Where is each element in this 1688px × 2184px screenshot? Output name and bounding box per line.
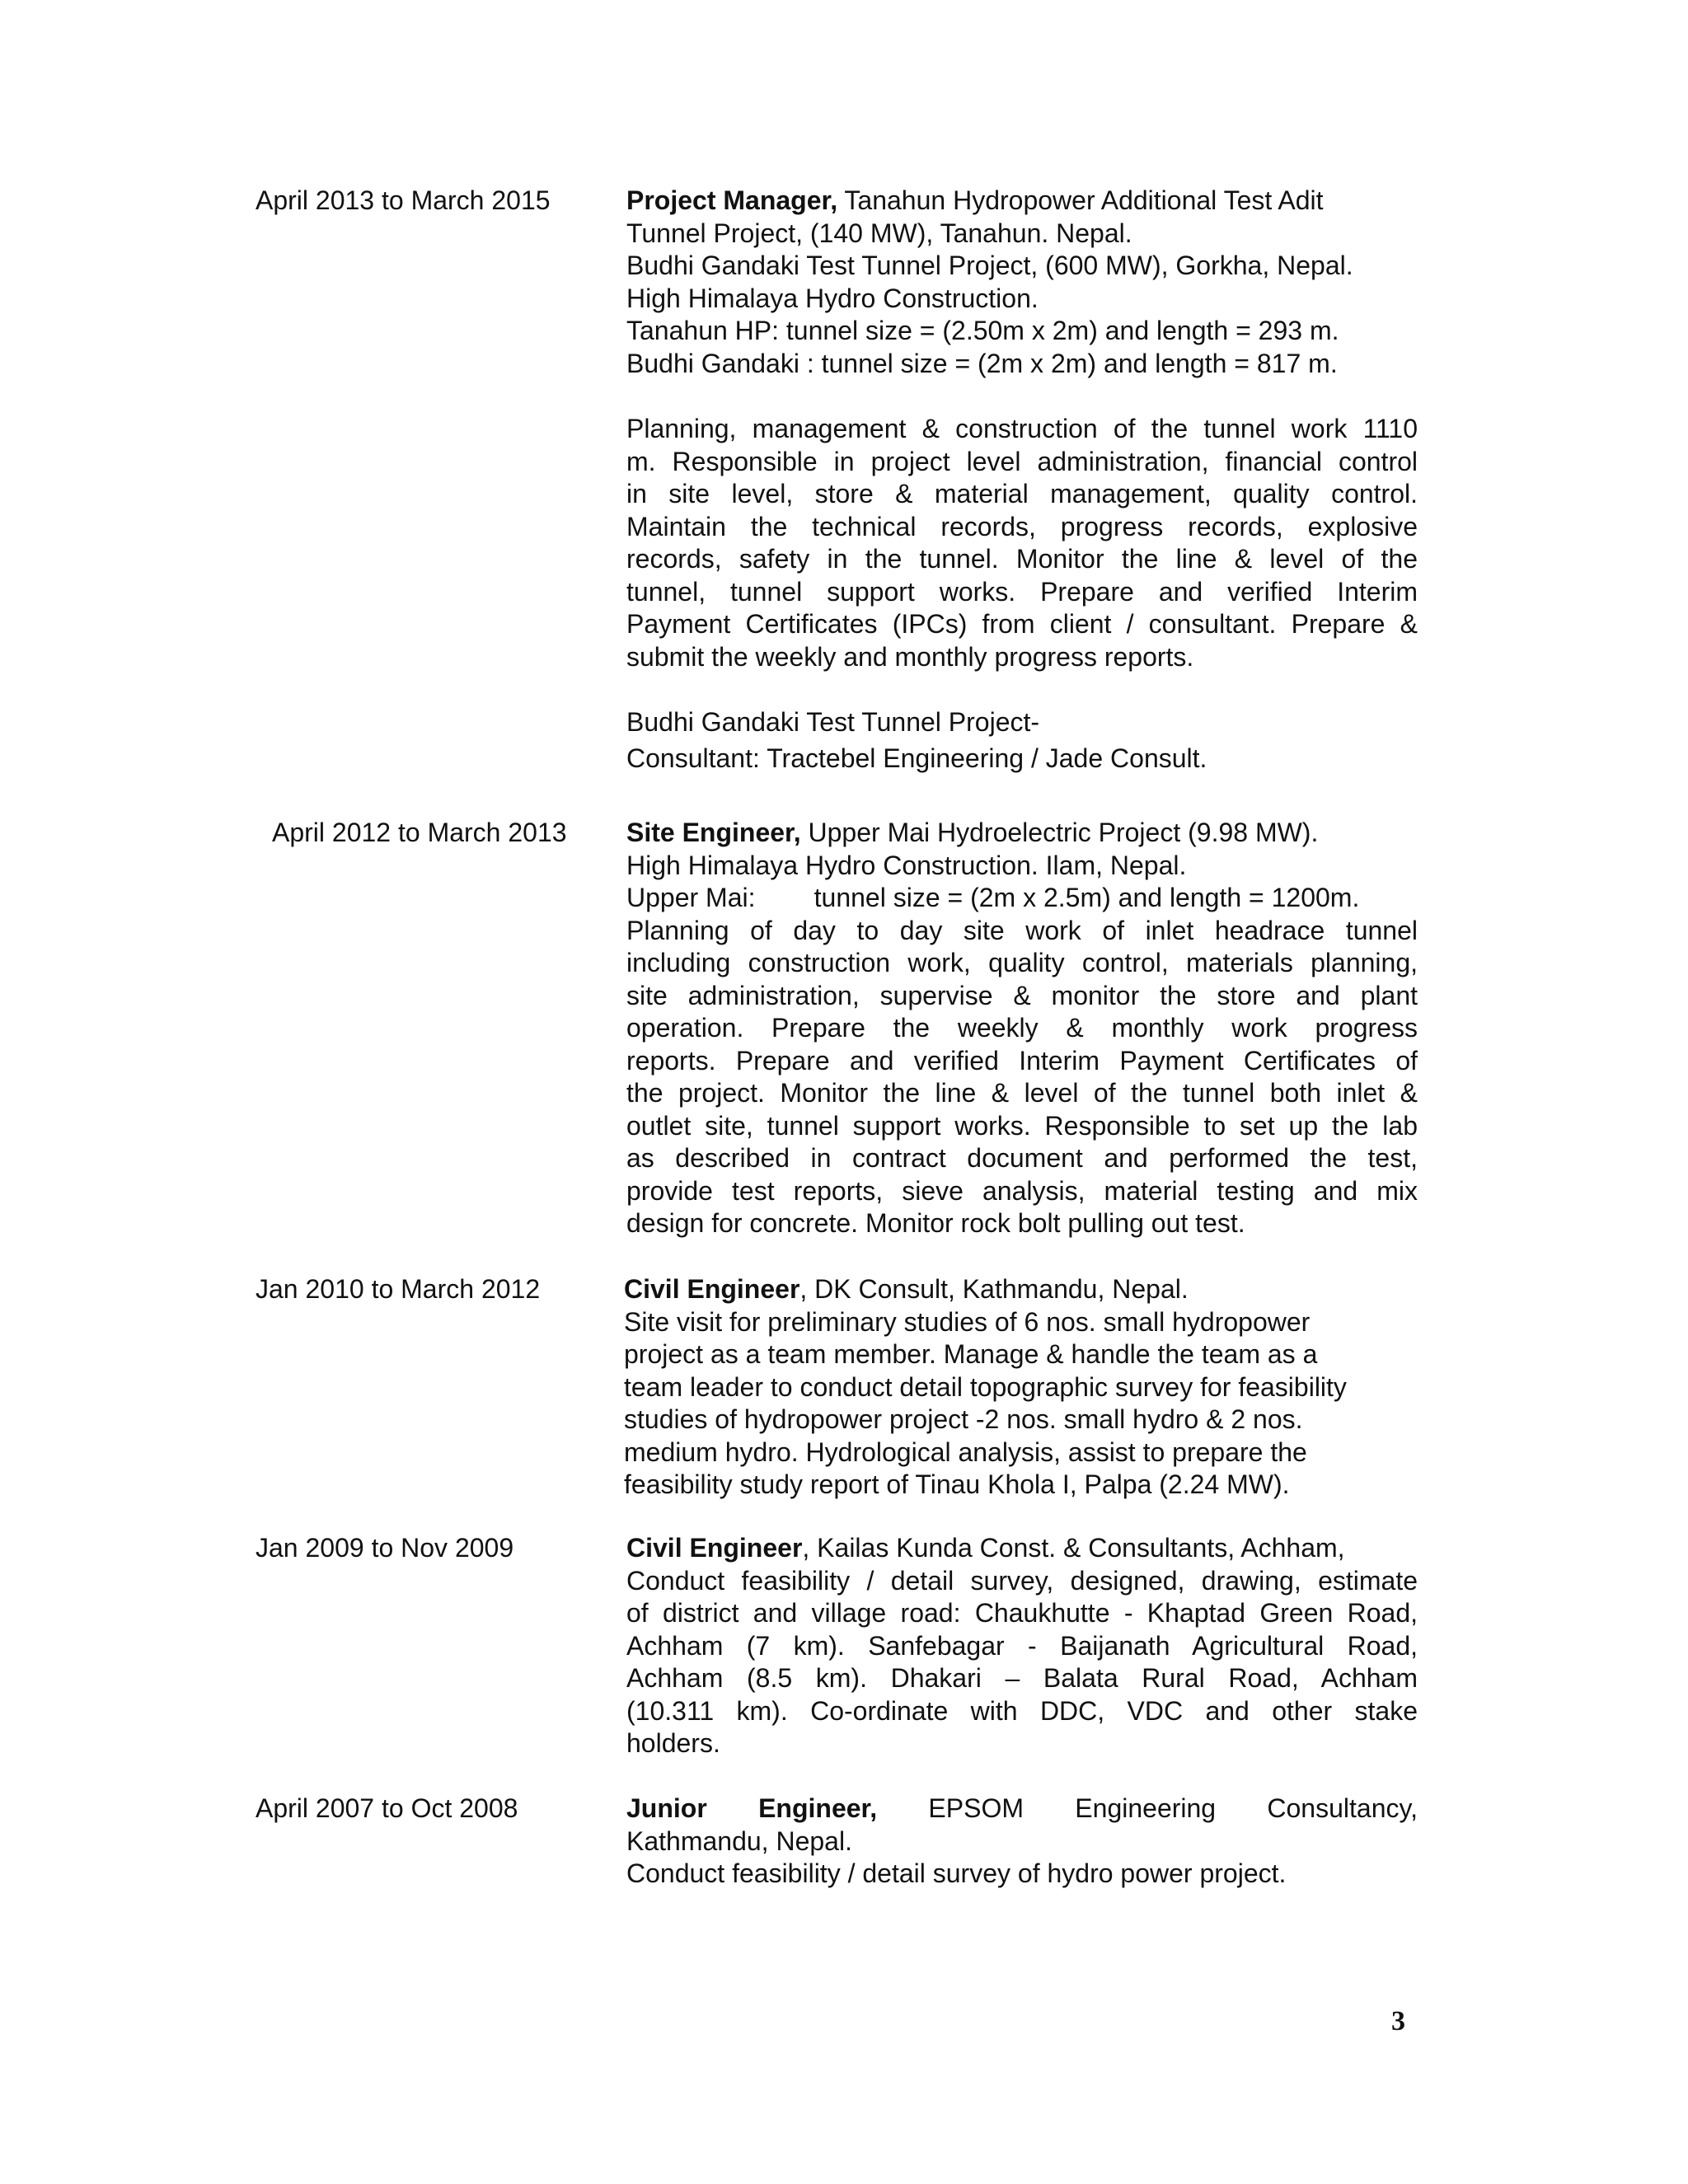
detail-line: High Himalaya Hydro Construction. Ilam, Nepal.: [626, 850, 1187, 880]
page-number: 3: [1391, 2006, 1405, 2036]
entry-body: [626, 1532, 1418, 1760]
paragraph-line: outlet site, tunnel support works. Responsible to set up the lab: [626, 1110, 1418, 1141]
paragraph-line: of district and village road: Chaukhutte - Khaptad Green Road,: [626, 1598, 1418, 1628]
employer-text: Tanahun Hydropower Additional Test Adit: [837, 185, 1324, 215]
detail-line: Site visit for preliminary studies of 6 nos. small hydropower: [624, 1306, 1311, 1337]
detail-line: team leader to conduct detail topographic survey for feasibility: [624, 1371, 1347, 1402]
entry-body: [626, 817, 1418, 1240]
detail-line: medium hydro. Hydrological analysis, assist to prepare the: [624, 1436, 1307, 1467]
consultant-line: Consultant: Tractebel Engineering / Jade Consult.: [626, 743, 1207, 773]
detail-line: Budhi Gandaki Test Tunnel Project, (600 MW), Gorkha, Nepal.: [626, 251, 1353, 280]
job-title: Project Manager,: [626, 185, 838, 215]
detail-line: feasibility study report of Tinau Khola I, Palpa (2.24 MW).: [624, 1469, 1290, 1499]
job-title: Site Engineer,: [626, 818, 801, 847]
detail-line: Conduct feasibility / detail survey of hydro power project.: [626, 1858, 1287, 1888]
detail-line: studies of hydropower project -2 nos. small hydro & 2 nos.: [624, 1404, 1303, 1434]
detail-line: project as a team member. Manage & handle the team as a: [624, 1339, 1318, 1369]
paragraph-line: Achham (7 km). Sanfebagar - Baijanath Agricultural Road,: [626, 1630, 1418, 1661]
paragraph-line: provide test reports, sieve analysis, material testing and mix: [626, 1175, 1418, 1206]
detail-line: Tanahun HP: tunnel size = (2.50m x 2m) and length = 293 m.: [626, 316, 1339, 345]
paragraph-line: records, safety in the tunnel. Monitor the line & level of the: [626, 544, 1418, 574]
entry-body: [624, 1273, 1415, 1502]
entry-date: April 2013 to March 2015: [256, 185, 551, 215]
paragraph-line: including construction work, quality control, materials planning,: [626, 948, 1418, 977]
employer-text: , Kailas Kunda Const. & Consultants, Achham,: [802, 1533, 1345, 1563]
detail-line: Kathmandu, Nepal.: [626, 1825, 852, 1856]
paragraph-line: m. Responsible in project level administration, financial control: [626, 446, 1418, 476]
job-title-word: Junior: [626, 1793, 707, 1823]
paragraph-line: design for concrete. Monitor rock bolt pulling out test.: [626, 1208, 1245, 1238]
paragraph-line: Payment Certificates (IPCs) from client / consultant. Prepare &: [626, 609, 1418, 639]
detail-line: High Himalaya Hydro Construction.: [626, 283, 1039, 313]
paragraph-line: site administration, supervise & monitor the store and plant: [626, 980, 1418, 1010]
paragraph-line: Planning, management & construction of the tunnel work 1110: [626, 414, 1418, 443]
paragraph-line: in site level, store & material management, quality control.: [626, 479, 1418, 509]
detail-line: Tunnel Project, (140 MW), Tanahun. Nepal.: [626, 218, 1132, 248]
paragraph-line: Planning of day to day site work of inlet headrace tunnel: [626, 915, 1418, 945]
paragraph-line: (10.311 km). Co-ordinate with DDC, VDC and other stake: [626, 1695, 1418, 1726]
entry-body: [626, 1793, 1418, 1891]
consultant-line: Budhi Gandaki Test Tunnel Project-: [626, 707, 1040, 737]
entry-date: April 2007 to Oct 2008: [256, 1793, 518, 1823]
employer-word: Engineering: [1075, 1793, 1217, 1823]
employer-word: EPSOM: [928, 1793, 1024, 1823]
paragraph-line: reports. Prepare and verified Interim Payment Certificates of: [626, 1045, 1418, 1076]
paragraph-line: the project. Monitor the line & level of the tunnel both inlet &: [626, 1078, 1418, 1108]
employer-word: Consultancy,: [1267, 1793, 1418, 1823]
paragraph-line: operation. Prepare the weekly & monthly work progress: [626, 1013, 1418, 1043]
paragraph-line: tunnel, tunnel support works. Prepare and verified Interim: [626, 576, 1418, 607]
employer-text: Upper Mai Hydroelectric Project (9.98 MW).: [800, 818, 1319, 847]
job-title: Civil Engineer: [626, 1533, 803, 1563]
job-title: Civil Engineer: [624, 1274, 800, 1304]
paragraph-line: holders.: [626, 1728, 720, 1758]
entry-date: Jan 2010 to March 2012: [256, 1274, 541, 1304]
entry-date: Jan 2009 to Nov 2009: [256, 1533, 514, 1563]
paragraph-line: submit the weekly and monthly progress reports.: [626, 641, 1194, 672]
job-title-word: Engineer,: [758, 1793, 878, 1823]
paragraph-line: Maintain the technical records, progress records, explosive: [626, 511, 1418, 541]
employer-text: , DK Consult, Kathmandu, Nepal.: [799, 1274, 1189, 1304]
entry-body: [626, 185, 1418, 775]
detail-line: Budhi Gandaki : tunnel size = (2m x 2m) and length = 817 m.: [626, 348, 1338, 378]
entry-date: April 2012 to March 2013: [272, 818, 567, 847]
paragraph-line: as described in contract document and performed the test,: [626, 1143, 1418, 1173]
detail-line: Upper Mai: tunnel size = (2m x 2.5m) and length = 1200m.: [626, 883, 1360, 912]
paragraph-line: Achham (8.5 km). Dhakari – Balata Rural Road, Achham: [626, 1663, 1418, 1693]
paragraph-line: Conduct feasibility / detail survey, designed, drawing, estimate: [626, 1565, 1418, 1596]
